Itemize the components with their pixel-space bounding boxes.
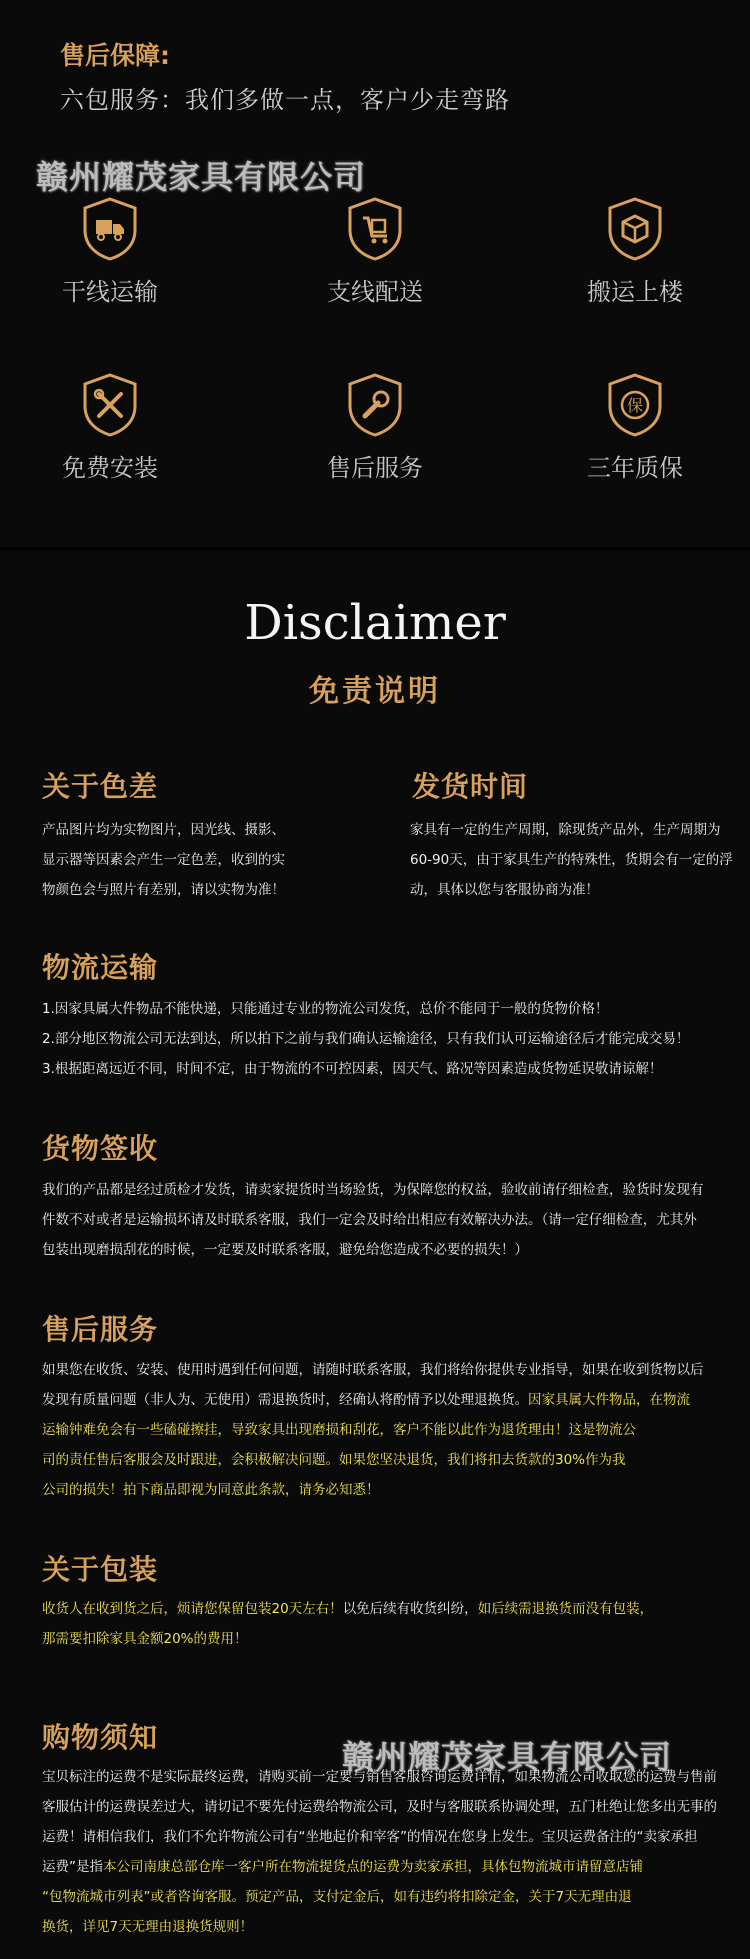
highlight-line: 运输钟难免会有一些磕碰擦挂，导致家具出现磨损和刮花，客户不能以此作为退货理由！这是物流公 [42, 1422, 636, 1438]
after-service-heading: 售后服务 [42, 1313, 159, 1346]
text-line: 家具有一定的生产周期，除现货产品外，生产周期为 [410, 822, 721, 838]
company-watermark: 赣州耀茂家具有限公司 [36, 158, 367, 196]
text-line: 显示器等因素会产生一定色差，收到的实 [42, 852, 285, 868]
highlight-line: 那需要扣除家具金额20%的费用！ [42, 1631, 248, 1647]
text-line [42, 1852, 732, 1882]
cart-icon [345, 196, 405, 262]
disclaimer-title: Disclaimer [244, 595, 506, 651]
disclaimer-subtitle: 免责说明 [309, 674, 441, 709]
highlight-span: 如后续需退换货而没有包装， [477, 1601, 654, 1617]
service-label: 售后服务 [327, 454, 423, 482]
section-divider [0, 547, 750, 550]
truck-icon [80, 196, 140, 262]
text-span: 运费”是指 [42, 1859, 103, 1875]
shipping-time-heading: 发货时间 [412, 770, 529, 803]
shopping-text [42, 1762, 732, 1942]
text-line: 客服估计的运费误差过大，请切记不要先付运费给物流公司，及时与客服联系协调处理，五门杜绝让您多出无事的 [42, 1799, 717, 1815]
text-line: 运费！请相信我们，我们不允许物流公司有“坐地起价和宰客”的情况在您身上发生。宝贝运费备注的“卖家承担 [42, 1829, 698, 1845]
service-label: 干线运输 [62, 278, 158, 306]
text-line [42, 1385, 732, 1415]
text-line: 如果您在收货、安装、使用时遇到任何问题，请随时联系客服，我们将给你提供专业指导，如果在收到货物以后 [42, 1362, 704, 1378]
shipping-time-text [410, 815, 740, 905]
logistics-heading: 物流运输 [42, 951, 159, 984]
service-item-branch-delivery [290, 196, 460, 307]
after-service-text [42, 1355, 732, 1505]
service-item-trunk-transport [25, 196, 195, 307]
highlight-line: 司的责任售后客服会及时跟进，会积极解决问题。如果您坚决退货，我们将扣去货款的30%作为我 [42, 1452, 626, 1468]
service-label: 支线配送 [327, 278, 423, 306]
color-diff-heading: 关于色差 [42, 770, 159, 803]
highlight-span: 本公司南康总部仓库一客户所在物流提货点的运费为卖家承担，具体包物流城市请留意店铺 [103, 1859, 643, 1875]
text-line: 物颜色会与照片有差别，请以实物为准！ [42, 882, 285, 898]
guarantee-glyph: 保 [626, 396, 644, 415]
receipt-heading: 货物签收 [42, 1132, 159, 1165]
box-icon [605, 196, 665, 262]
text-line: 宝贝标注的运费不是实际最终运费，请购买前一定要与销售客服咨询运费详情，如果物流公司收取您的运费与售前 [42, 1769, 717, 1785]
shopping-heading: 购物须知 [42, 1721, 159, 1754]
text-line: 件数不对或者是运输损坏请及时联系客服，我们一定会及时给出相应有效解决办法。（请一定仔细检查，尤其外 [42, 1212, 697, 1228]
highlight-line: “包物流城市列表”或者咨询客服。预定产品，支付定金后，如有违约将扣除定金，关于7天无理由退 [42, 1889, 632, 1905]
guarantee-icon [605, 372, 665, 438]
service-item-after-sales [290, 372, 460, 483]
text-line: 产品图片均为实物图片，因光线、摄影、 [42, 822, 285, 838]
text-line: 动，具体以您与客服协商为准！ [410, 882, 599, 898]
company-watermark-bottom: 赣州耀茂家具有限公司 [342, 1738, 673, 1776]
highlight-line: 公司的损失！拍下商品即视为同意此条款，请务必知悉！ [42, 1482, 380, 1498]
after-sales-title: 售后保障: [60, 41, 170, 70]
color-diff-text [42, 815, 372, 905]
text-span: 发现有质量问题（非人为、无使用）需退换货时，经确认将酌情予以处理退换货。 [42, 1392, 528, 1408]
text-line: 60-90天，由于家具生产的特殊性，货期会有一定的浮 [410, 852, 733, 868]
text-line: 1.因家具属大件物品不能快递，只能通过专业的物流公司发货，总价不能同于一般的货物价格！ [42, 1001, 609, 1017]
packaging-text [42, 1594, 732, 1654]
packaging-heading: 关于包装 [42, 1553, 159, 1586]
text-line: 我们的产品都是经过质检才发货，请卖家提货时当场验货，为保障您的权益，验收前请仔细检查，验货时发现有 [42, 1182, 704, 1198]
receipt-text [42, 1175, 732, 1265]
highlight-span: 收货人在收到货之后，烦请您保留包装20天左右！ [42, 1601, 343, 1617]
text-line [42, 1594, 732, 1624]
service-item-three-year-warranty [550, 372, 720, 483]
wrench-icon [345, 372, 405, 438]
text-span: 以免后续有收货纠纷， [342, 1601, 478, 1617]
text-line: 3.根据距离远近不同，时间不定，由于物流的不可控因素，因天气、路况等因素造成货物延误敬请谅解！ [42, 1061, 663, 1077]
service-item-free-installation [25, 372, 195, 483]
after-sales-subtitle: 六包服务：我们多做一点，客户少走弯路 [60, 86, 510, 114]
highlight-span: 因家具属大件物品，在物流 [528, 1392, 690, 1408]
text-line: 包装出现磨损刮花的时候，一定要及时联系客服，避免给您造成不必要的损失！） [42, 1242, 528, 1258]
logistics-text [42, 994, 722, 1084]
service-label: 免费安装 [62, 454, 158, 482]
service-label: 搬运上楼 [587, 278, 683, 306]
service-item-carry-upstairs [550, 196, 720, 307]
service-label: 三年质保 [587, 454, 683, 482]
text-line: 2.部分地区物流公司无法到达，所以拍下之前与我们确认运输途径，只有我们认可运输途径后才能完成交易！ [42, 1031, 690, 1047]
tools-icon [80, 372, 140, 438]
highlight-line: 换货，详见7天无理由退换货规则！ [42, 1919, 254, 1935]
